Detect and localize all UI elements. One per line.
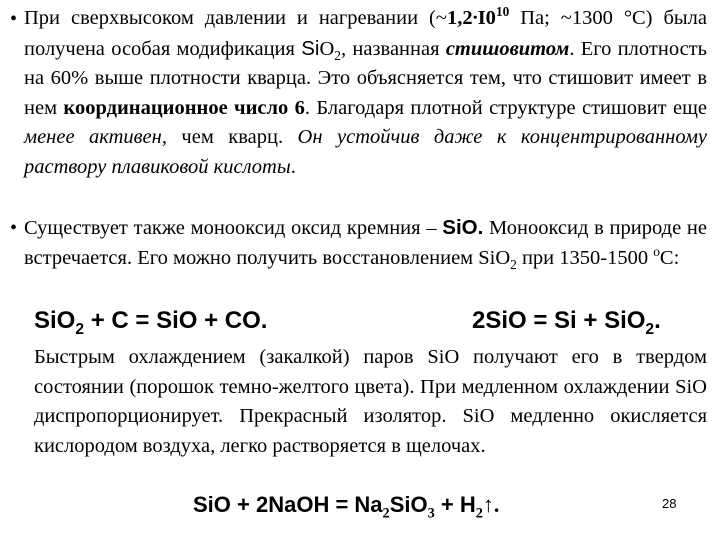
bullet-dot: • (10, 8, 18, 30)
eq-subscript: 3 (427, 505, 435, 522)
text-segment: Монооксид в природе не встречается. Его можно получить восстановлением (24, 217, 707, 269)
quenching-paragraph (34, 343, 707, 461)
eq-term: . (493, 492, 500, 517)
stability-phrase: Он устойчив даже к концентрированному раствору плавиковой кислоты (24, 126, 707, 178)
formula-subscript: 2 (334, 47, 341, 63)
text-segment: Быстрым охлаждением (закалкой) паров SiO получают его в твердом состоянии (порошок темно-желтого цвета). При медленном охлаждении SiO диспропорционирует. Прекрасный изолятор. SiO медленно окисляется кислородом воздуха, легко растворяется в щелочах. (34, 346, 707, 457)
monoxide-paragraph (24, 213, 707, 273)
text-segment: При сверхвысоком давлении и нагревании (~ (24, 7, 447, 29)
pressure-exponent: 10 (495, 4, 510, 20)
stishovite-paragraph (24, 4, 707, 183)
eq-term: . (654, 307, 661, 334)
eq-term: + C = SiO + CO. (84, 307, 268, 334)
sio-formula: SiO. (442, 216, 484, 239)
eq-term: SiO (389, 492, 428, 517)
less-active-phrase: менее активен (24, 126, 162, 149)
equation-reduction (34, 307, 268, 338)
eq-subscript: 2 (75, 320, 85, 338)
eq-term: SiO + 2NaOH = Na (193, 492, 383, 517)
formula-subscript: 2 (510, 256, 517, 272)
equation-naoh (193, 492, 500, 522)
eq-term: + H (434, 492, 476, 517)
eq-subscript: 2 (645, 320, 655, 338)
text-segment: . Его плотность на 60% выше плотности кварца. Это объясняется тем, что стишовит имеет в нем (24, 37, 707, 119)
text-segment: при 1350-1500 (516, 246, 654, 269)
text-segment: , названная (340, 37, 446, 60)
text-segment: Па; ~1300 °С) была получена особая модификация (24, 7, 708, 60)
up-arrow-icon: ↑ (482, 492, 494, 517)
text-segment: , чем кварц. (161, 126, 298, 149)
equation-disproportionation (472, 307, 661, 338)
stishovite-term: стишовитом (445, 37, 570, 60)
bullet-dot: • (10, 217, 18, 239)
eq-subscript: 2 (475, 505, 483, 522)
page-number: 28 (662, 496, 677, 511)
text-segment: Существует также монооксид оксид кремния – (24, 217, 443, 239)
eq-subscript: 2 (382, 505, 390, 522)
eq-term: SiO (34, 307, 76, 334)
text-segment: . (290, 155, 296, 178)
formula-o: O (319, 37, 335, 60)
text-segment: С: (659, 246, 680, 269)
formula-si: Si (301, 36, 320, 60)
pressure-value: 1,2∙I0 (446, 7, 496, 29)
coordination-number: координационное число 6 (63, 96, 305, 119)
text-segment: . Благодаря плотной структуре стишовит еще (304, 96, 707, 119)
sio2-formula: SiO (478, 246, 511, 269)
degree-mark: о (653, 243, 660, 259)
equations-row (34, 307, 714, 343)
eq-term: 2SiO = Si + SiO (472, 307, 646, 334)
